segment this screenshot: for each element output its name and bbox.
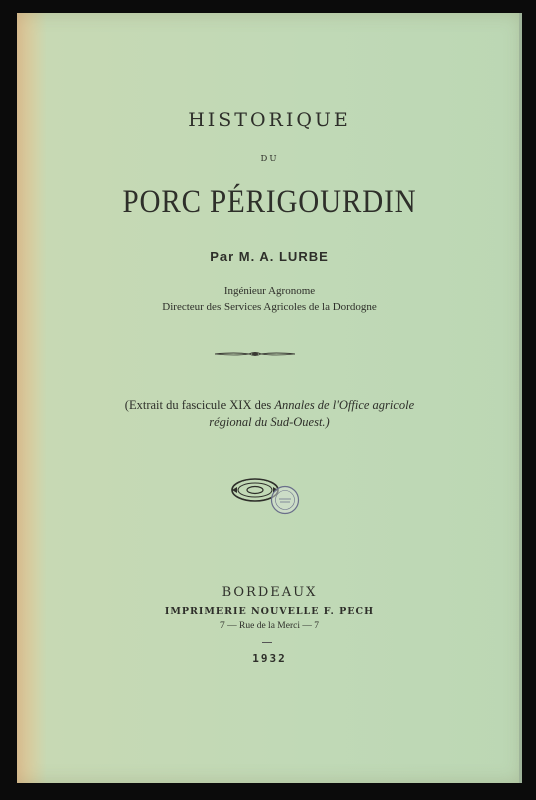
extract-note-line-2: régional du Sud-Ouest.) <box>209 415 330 429</box>
publisher-city: BORDEAUX <box>221 585 318 600</box>
circular-stamp-icon <box>270 485 300 515</box>
author-role-1: Ingénieur Agronome <box>223 285 316 297</box>
author-role-2: Directeur des Services Agricoles de la Dordogne <box>162 301 377 313</box>
title-historique: HISTORIQUE <box>188 109 351 131</box>
divider <box>262 642 272 643</box>
extract-note-roman: (Extrait du fascicule XIX des <box>124 398 275 412</box>
main-title: PORC PÉRIGOURDIN <box>122 184 417 220</box>
publication-year: 1932 <box>252 652 287 665</box>
title-du: DU <box>260 154 279 164</box>
extract-note-italic: Annales de l'Office agricole <box>274 398 415 412</box>
document-cover <box>17 13 522 783</box>
author-line: Par M. A. LURBE <box>210 249 329 264</box>
printer-name: IMPRIMERIE NOUVELLE F. PECH <box>164 606 375 617</box>
extract-note-line-1 <box>17 398 522 413</box>
horizontal-flourish-icon <box>215 350 295 358</box>
printer-address: 7 — Rue de la Merci — 7 <box>220 621 319 631</box>
